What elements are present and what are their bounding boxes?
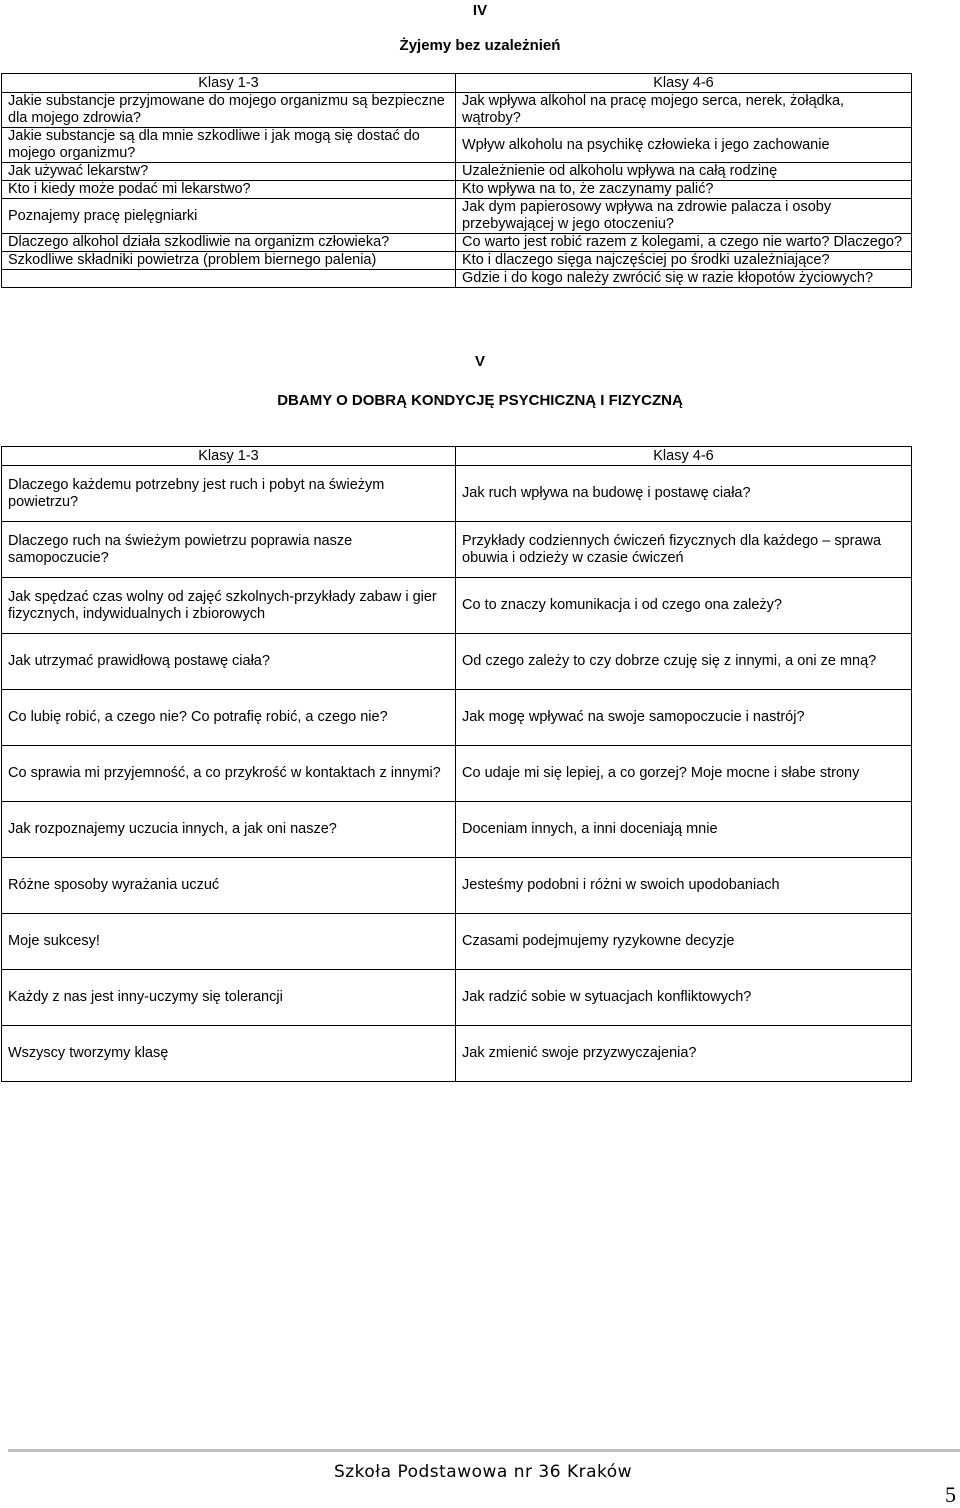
cell-klasy-1-3: Co sprawia mi przyjemność, a co przykrość w kontaktach z innymi? — [2, 746, 456, 802]
cell-klasy-4-6: Co to znaczy komunikacja i od czego ona zależy? — [456, 578, 912, 634]
cell-klasy-4-6: Kto wpływa na to, że zaczynamy palić? — [456, 181, 912, 199]
column-header-klasy-4-6: Klasy 4-6 — [456, 447, 912, 466]
cell-klasy-4-6: Przykłady codziennych ćwiczeń fizycznych dla każdego – sprawa obuwia i odzieży w czasie ćwiczeń — [456, 522, 912, 578]
column-header-klasy-4-6: Klasy 4-6 — [456, 74, 912, 93]
section-v-table-body — [2, 466, 912, 1082]
table-row — [2, 746, 912, 802]
table-row — [2, 234, 912, 252]
table-row — [2, 466, 912, 522]
section-iv-title: Żyjemy bez uzależnień — [399, 37, 561, 54]
column-header-klasy-1-3: Klasy 1-3 — [2, 447, 456, 466]
cell-klasy-1-3: Jakie substancje przyjmowane do mojego organizmu są bezpieczne dla mojego zdrowia? — [2, 93, 456, 128]
cell-klasy-1-3: Dlaczego każdemu potrzebny jest ruch i pobyt na świeżym powietrzu? — [2, 466, 456, 522]
cell-klasy-1-3: Każdy z nas jest inny-uczymy się tolerancji — [2, 970, 456, 1026]
cell-klasy-1-3: Jak używać lekarstw? — [2, 163, 456, 181]
cell-klasy-4-6: Doceniam innych, a inni doceniają mnie — [456, 802, 912, 858]
footer-school-name: Szkoła Podstawowa nr 36 Kraków — [333, 1462, 633, 1482]
table-row — [2, 690, 912, 746]
cell-klasy-4-6: Uzależnienie od alkoholu wpływa na całą rodzinę — [456, 163, 912, 181]
table-row — [2, 270, 912, 288]
cell-klasy-4-6: Co udaje mi się lepiej, a co gorzej? Moje mocne i słabe strony — [456, 746, 912, 802]
cell-klasy-4-6: Jak zmienić swoje przyzwyczajenia? — [456, 1026, 912, 1082]
cell-klasy-4-6: Wpływ alkoholu na psychikę człowieka i jego zachowanie — [456, 128, 912, 163]
page-number: 5 — [945, 1482, 956, 1507]
cell-klasy-1-3: Szkodliwe składniki powietrza (problem biernego palenia) — [2, 252, 456, 270]
cell-klasy-4-6: Jak ruch wpływa na budowę i postawę ciała? — [456, 466, 912, 522]
cell-klasy-1-3: Jak utrzymać prawidłową postawę ciała? — [2, 634, 456, 690]
table-row — [2, 522, 912, 578]
table-row — [2, 914, 912, 970]
cell-klasy-1-3: Co lubię robić, a czego nie? Co potrafię robić, a czego nie? — [2, 690, 456, 746]
cell-klasy-4-6: Jesteśmy podobni i różni w swoich upodobaniach — [456, 858, 912, 914]
table-header-row — [2, 447, 912, 466]
section-v-table — [1, 446, 912, 1082]
section-v-title: DBAMY O DOBRĄ KONDYCJĘ PSYCHICZNĄ I FIZYCZNĄ — [277, 392, 683, 409]
table-row — [2, 163, 912, 181]
cell-klasy-1-3: Dlaczego alkohol działa szkodliwie na organizm człowieka? — [2, 234, 456, 252]
table-row — [2, 93, 912, 128]
table-row — [2, 252, 912, 270]
cell-klasy-4-6: Jak radzić sobie w sytuacjach konfliktowych? — [456, 970, 912, 1026]
section-iv-numeral: IV — [472, 2, 488, 19]
footer-divider — [8, 1449, 960, 1452]
table-row — [2, 970, 912, 1026]
cell-klasy-4-6: Jak dym papierosowy wpływa na zdrowie palacza i osoby przebywającej w jego otoczeniu? — [456, 199, 912, 234]
section-iv-table-body — [2, 93, 912, 288]
cell-klasy-4-6: Od czego zależy to czy dobrze czuję się z innymi, a oni ze mną? — [456, 634, 912, 690]
cell-klasy-1-3: Dlaczego ruch na świeżym powietrzu poprawia nasze samopoczucie? — [2, 522, 456, 578]
section-iv-table — [1, 73, 912, 288]
table-row — [2, 802, 912, 858]
table-row — [2, 128, 912, 163]
cell-klasy-1-3: Różne sposoby wyrażania uczuć — [2, 858, 456, 914]
cell-klasy-1-3: Moje sukcesy! — [2, 914, 456, 970]
table-row — [2, 578, 912, 634]
cell-klasy-4-6: Kto i dlaczego sięga najczęściej po środki uzależniające? — [456, 252, 912, 270]
section-v-numeral: V — [474, 353, 485, 370]
cell-klasy-1-3: Jak spędzać czas wolny od zajęć szkolnych-przykłady zabaw i gier fizycznych, indywidualnych i zbiorowych — [2, 578, 456, 634]
cell-klasy-1-3 — [2, 270, 456, 288]
cell-klasy-1-3: Kto i kiedy może podać mi lekarstwo? — [2, 181, 456, 199]
table-row — [2, 858, 912, 914]
table-row — [2, 181, 912, 199]
table-header-row — [2, 74, 912, 93]
cell-klasy-1-3: Wszyscy tworzymy klasę — [2, 1026, 456, 1082]
table-row — [2, 634, 912, 690]
cell-klasy-4-6: Czasami podejmujemy ryzykowne decyzje — [456, 914, 912, 970]
column-header-klasy-1-3: Klasy 1-3 — [2, 74, 456, 93]
cell-klasy-1-3: Jakie substancje są dla mnie szkodliwe i jak mogą się dostać do mojego organizmu? — [2, 128, 456, 163]
cell-klasy-4-6: Co warto jest robić razem z kolegami, a czego nie warto? Dlaczego? — [456, 234, 912, 252]
table-row — [2, 199, 912, 234]
cell-klasy-4-6: Jak mogę wpływać na swoje samopoczucie i nastrój? — [456, 690, 912, 746]
cell-klasy-1-3: Poznajemy pracę pielęgniarki — [2, 199, 456, 234]
cell-klasy-4-6: Gdzie i do kogo należy zwrócić się w razie kłopotów życiowych? — [456, 270, 912, 288]
table-row — [2, 1026, 912, 1082]
cell-klasy-4-6: Jak wpływa alkohol na pracę mojego serca, nerek, żołądka, wątroby? — [456, 93, 912, 128]
cell-klasy-1-3: Jak rozpoznajemy uczucia innych, a jak oni nasze? — [2, 802, 456, 858]
